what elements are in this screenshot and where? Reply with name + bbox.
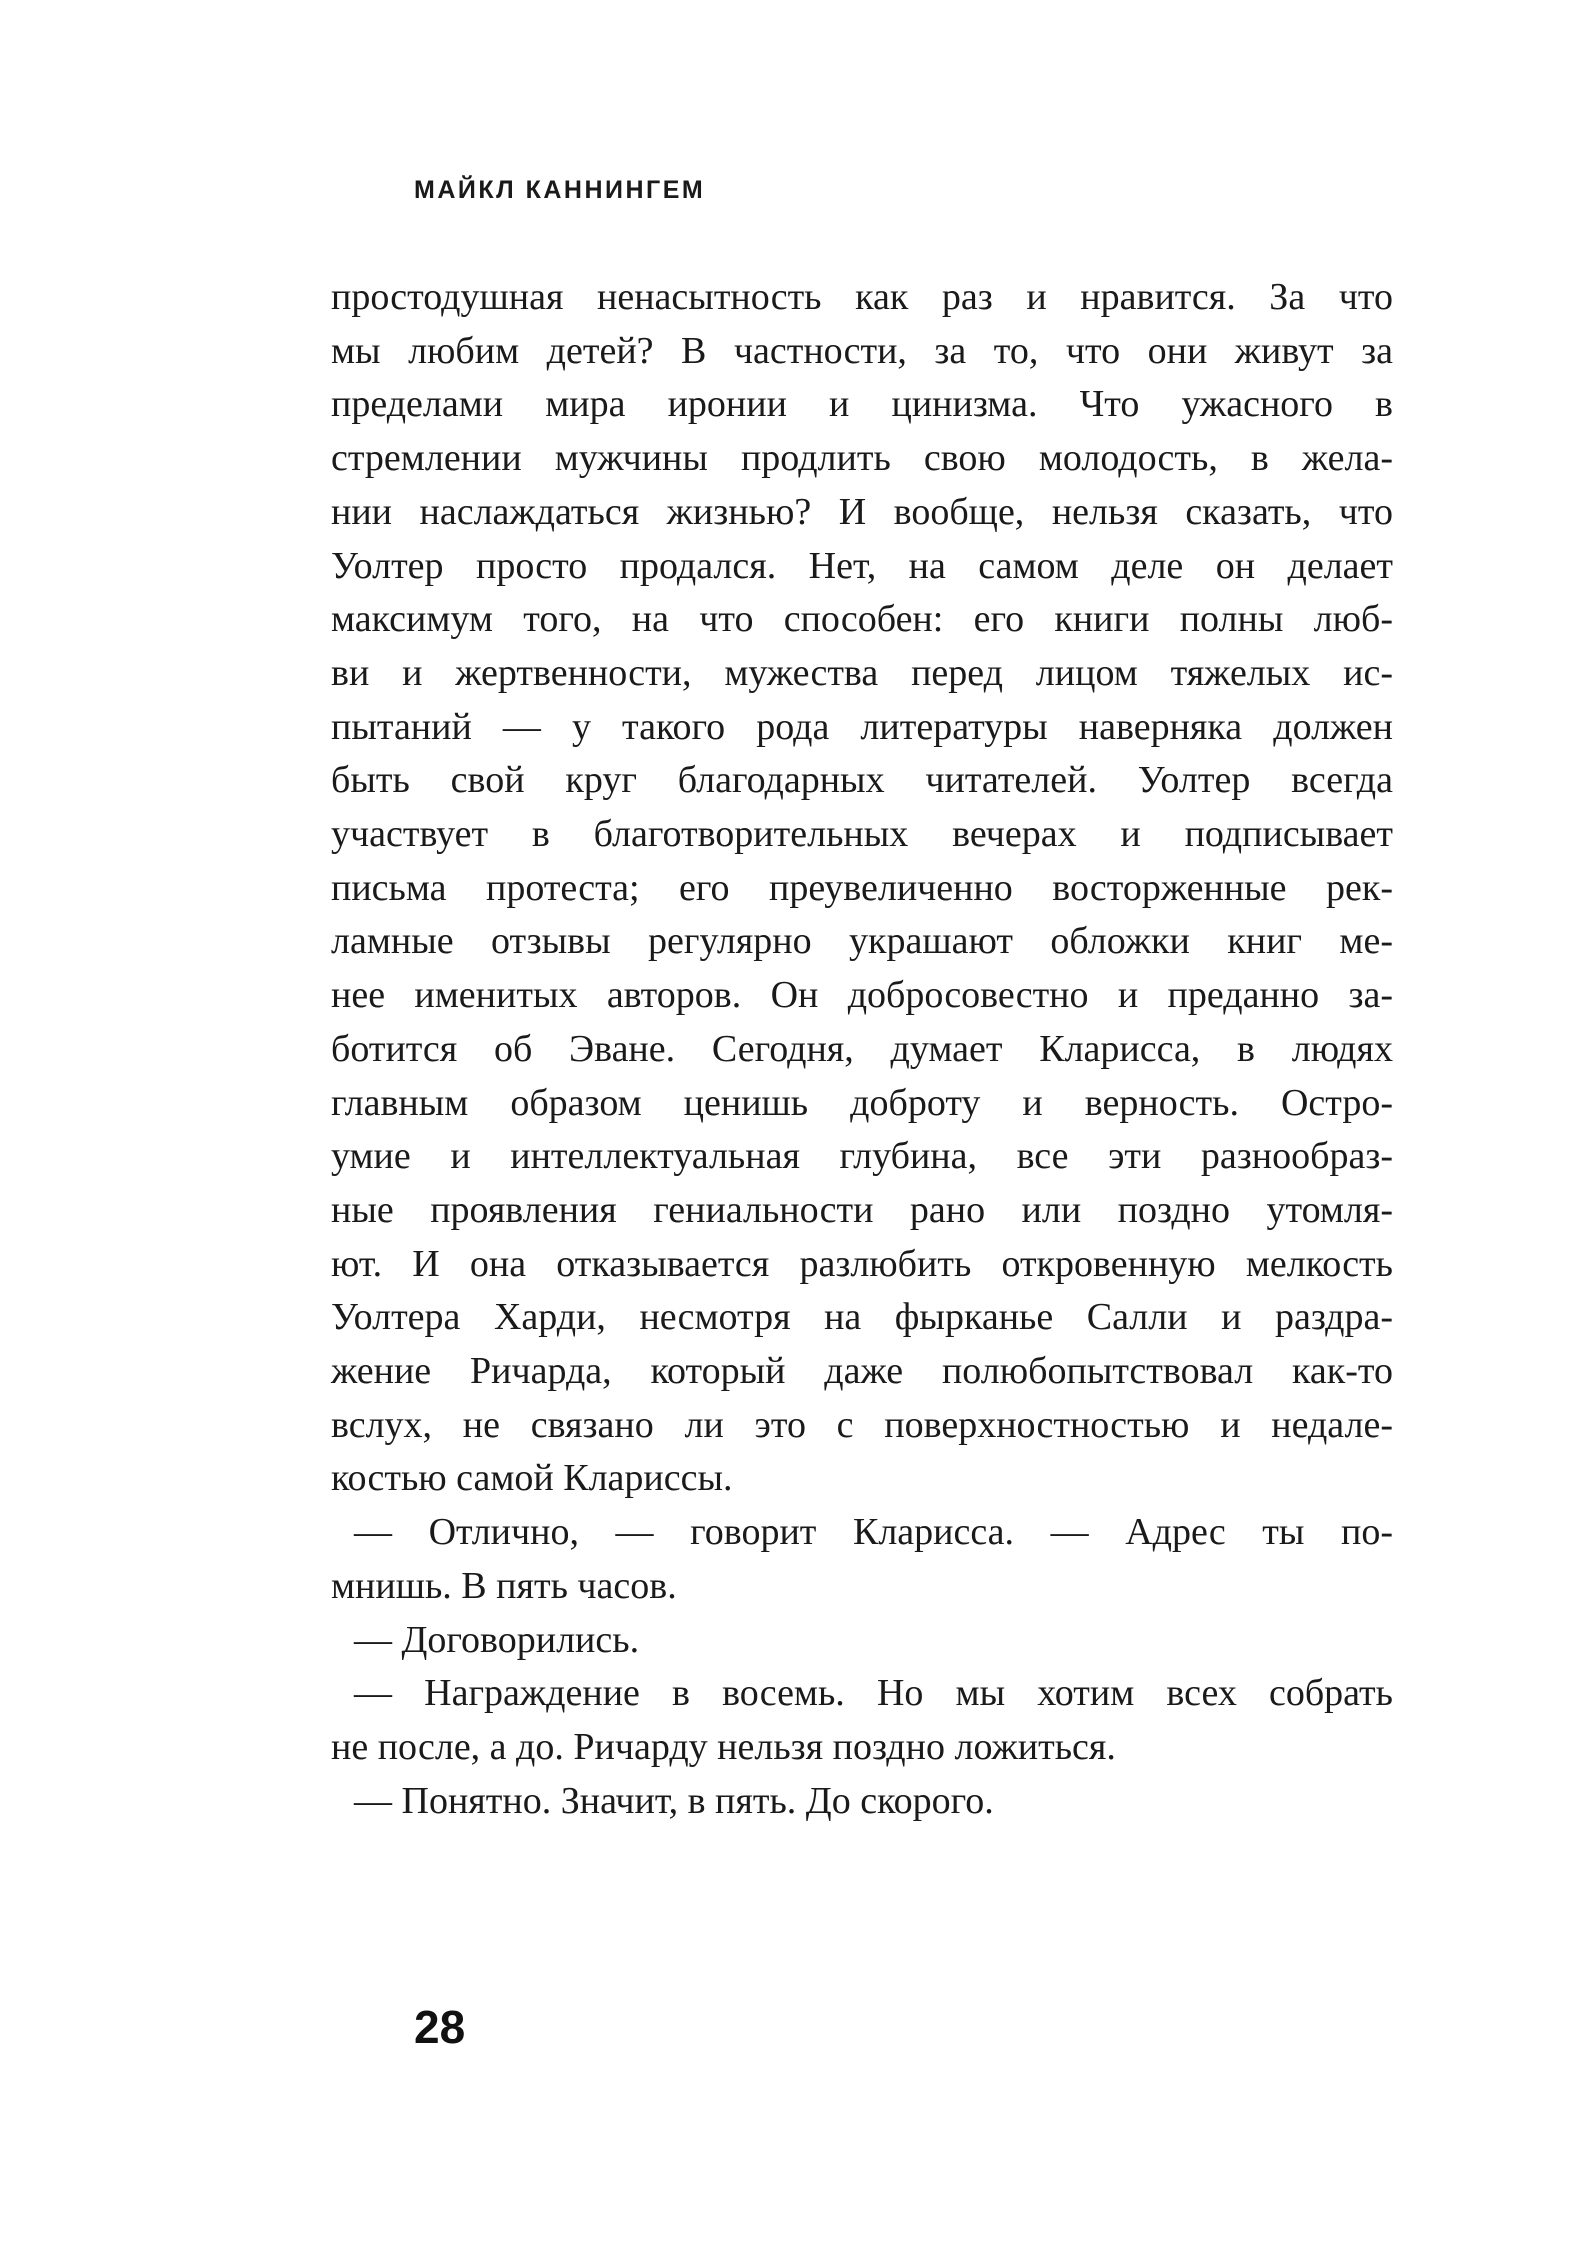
text-line: письма протеста; его преувеличенно восторженные рек- (331, 866, 1393, 909)
text-line: нии наслаждаться жизнью? И вообще, нельзя сказать, что (331, 490, 1393, 533)
text-line: быть свой круг благодарных читателей. Уолтер всегда (331, 759, 1393, 802)
text-line: — Отлично, — говорит Кларисса. — Адрес ты по- (354, 1511, 1393, 1554)
text-line: ботится об Эване. Сегодня, думает Кларисса, в людях (331, 1027, 1393, 1070)
text-line: Уолтера Харди, несмотря на фырканье Салли и раздра- (331, 1296, 1393, 1339)
running-head-author: МАЙКЛ КАННИНГЕМ (414, 176, 706, 204)
text-line: пытаний — у такого рода литературы наверняка должен (331, 705, 1393, 748)
text-line: пределами мира иронии и цинизма. Что ужасного в (331, 383, 1393, 426)
text-line: ные проявления гениальности рано или поздно утомля- (331, 1188, 1393, 1231)
text-line: нее именитых авторов. Он добросовестно и преданно за- (331, 974, 1393, 1017)
text-line: главным образом ценишь доброту и верность. Остро- (331, 1081, 1393, 1124)
text-line: мнишь. В пять часов. (331, 1564, 677, 1607)
text-line: — Договорились. (354, 1618, 640, 1661)
text-line: стремлении мужчины продлить свою молодость, в жела- (331, 437, 1393, 480)
text-line: жение Ричарда, который даже полюбопытствовал как-то (331, 1350, 1393, 1392)
text-line: умие и интеллектуальная глубина, все эти разнообраз- (331, 1135, 1393, 1178)
text-line: — Понятно. Значит, в пять. До скорого. (354, 1779, 994, 1822)
text-line: участвует в благотворительных вечерах и подписывает (331, 813, 1393, 855)
text-line: простодушная ненасытность как раз и нравится. За что (331, 276, 1393, 318)
text-line: вслух, не связано ли это с поверхностностью и недале- (331, 1403, 1393, 1446)
text-line: ламные отзывы регулярно украшают обложки книг ме- (331, 920, 1393, 963)
text-line: ви и жертвенности, мужества перед лицом тяжелых ис- (331, 651, 1393, 694)
text-line: костью самой Клариссы. (331, 1457, 733, 1500)
text-line: мы любим детей? В частности, за то, что они живут за (331, 329, 1393, 372)
text-line: не после, а до. Ричарду нельзя поздно ложиться. (331, 1725, 1116, 1768)
text-line: максимум того, на что способен: его книги полны люб- (331, 598, 1393, 641)
text-line: ют. И она отказывается разлюбить откровенную мелкость (331, 1242, 1393, 1285)
page-number: 28 (414, 2001, 466, 2053)
text-line: Уолтер просто продался. Нет, на самом деле он делает (331, 544, 1393, 587)
text-line: — Награждение в восемь. Но мы хотим всех собрать (354, 1672, 1393, 1715)
